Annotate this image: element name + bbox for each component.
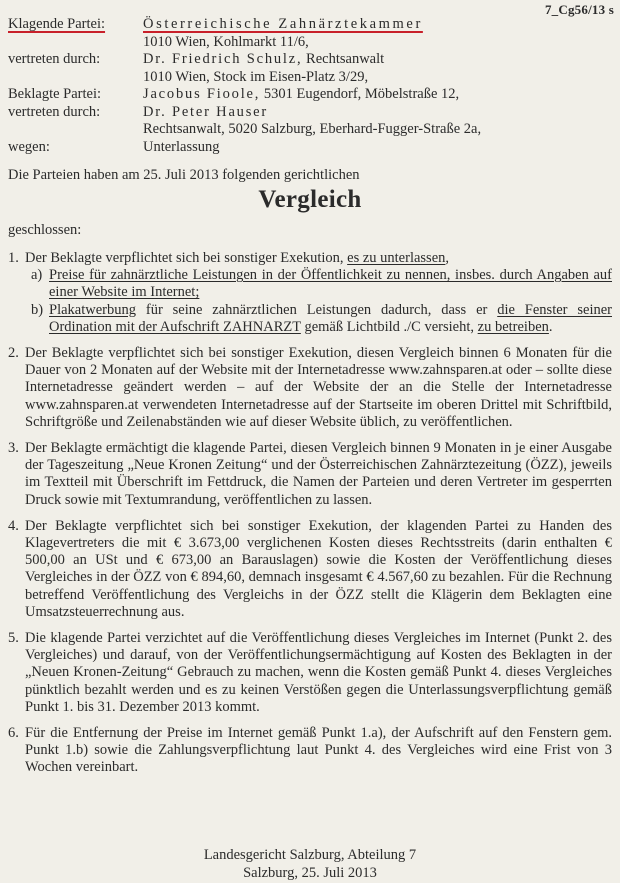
plaintiff-row bbox=[8, 16, 481, 34]
document-title: Vergleich bbox=[258, 186, 362, 213]
plaintiff-label: Klagende Partei: bbox=[8, 16, 106, 32]
parties-block bbox=[8, 16, 481, 156]
clause-5-text: Die klagende Partei verzichtet auf die Veröffentlichung dieses Vergleiches im Internet (Punkt 2. des Vergleiches) und darauf, von der Veröffentlichungsermächtigung auf Kosten des Beklagten in der „Neuen Kronen-Zeitung“ Gebrauch zu machen, wenn die Kosten gemäß Punkt 4. dieses Vergleiches pünktlich bezahlt werden und es zu keinen Verstößen gegen die Unterlassungsverpflichtung gemäß Punkt 1. bis 31. Dezember 2013 kommt. bbox=[25, 630, 612, 715]
defendant-counsel-address: Rechtsanwalt, 5020 Salzburg, Eberhard-Fugger-Straße 2a, bbox=[143, 121, 482, 137]
clause-1b-text: Plakatwerbung für seine zahnärztlichen Leistungen dadurch, dass er die Fenster seiner Ordination mit der Aufschrift ZAHNARZT gemäß Lichtbild ./C versieht, zu betreiben. bbox=[49, 301, 612, 335]
clause-number: 3. bbox=[8, 440, 19, 457]
clause-1-underlined: es zu unterlassen bbox=[347, 250, 446, 266]
defendant-counsel-name: Dr. Peter Hauser bbox=[143, 103, 269, 120]
concluded-text: geschlossen: bbox=[8, 222, 82, 238]
clause-6 bbox=[8, 725, 612, 777]
plaintiff-counsel-label: vertreten durch: bbox=[8, 51, 101, 67]
clause-2-text: Der Beklagte verpflichtet sich bei sonstiger Exekution, diesen Vergleich binnen 6 Monaten für die Dauer von 2 Monaten auf der Website mit der Internetadresse www.zahnsparen.at oder – sollte diese Internetadresse geändert werden – auf der Website der an die Stelle der Internetadresse www.zahnsparen.at verwendeten Internetadresse auf der Startseite im oberen Drittel mit Schriftbild, Schriftgröße und Zeilenabständen wie auf dieser Website üblich, zu veröffentlichen. bbox=[25, 345, 612, 430]
subject-value: Unterlassung bbox=[143, 138, 220, 155]
plaintiff-name: Österreichische Zahnärztekammer bbox=[143, 16, 423, 32]
clause-number: 5. bbox=[8, 630, 19, 647]
defendant-row bbox=[8, 86, 481, 104]
clause-number: 1. bbox=[8, 250, 19, 266]
clause-1a-label: a) bbox=[31, 267, 43, 284]
plaintiff-address: 1010 Wien, Kohlmarkt 11/6, bbox=[143, 33, 309, 50]
plaintiff-counsel-address: 1010 Wien, Stock im Eisen-Platz 3/29, bbox=[143, 68, 369, 85]
plaintiff-address-row bbox=[8, 34, 481, 52]
defendant-label: Beklagte Partei: bbox=[8, 86, 102, 102]
clause-3 bbox=[8, 440, 612, 509]
clause-number: 4. bbox=[8, 517, 19, 534]
clause-3-text: Der Beklagte ermächtigt die klagende Partei, diesen Vergleich binnen 9 Monaten in je einer Ausgabe der Tageszeitung „Neue Kronen Zeitung“ und der Österreichischen Zahnärztezeitung (ÖZZ), jeweils im Textteil mit Überschrift im Fettdruck, die Namen der Parteien und deren Vertreter im gesperrten Druck sowie mit Textumrandung, veröffentlichen zu lassen. bbox=[25, 440, 612, 508]
clause-4 bbox=[8, 518, 612, 621]
plaintiff-counsel-name: Dr. Friedrich Schulz, bbox=[143, 51, 303, 67]
court-name: Landesgericht Salzburg, Abteilung 7 bbox=[203, 847, 417, 863]
defendant-address: 5301 Eugendorf, Möbelstraße 12, bbox=[260, 86, 460, 102]
intro-text: Die Parteien haben am 25. Juli 2013 folgenden gerichtlichen bbox=[8, 167, 360, 183]
subject-label: wegen: bbox=[8, 138, 50, 155]
clause-number: 6. bbox=[8, 725, 19, 742]
defendant-counsel-row bbox=[8, 104, 481, 122]
case-reference: 7_Cg56/13 s bbox=[544, 2, 614, 17]
court-footer bbox=[0, 846, 620, 882]
plaintiff-counsel-role: Rechtsanwalt bbox=[302, 51, 385, 67]
clause-2 bbox=[8, 345, 612, 431]
clause-1a-text: Preise für zahnärztliche Leistungen in der Öffentlichkeit zu nennen, insbes. durch Angaben auf einer Website im Internet; bbox=[49, 267, 612, 301]
clause-1 bbox=[8, 250, 612, 336]
clause-4-text: Der Beklagte verpflichtet sich bei sonstiger Exekution, der klagenden Partei zu Handen des Klagevertreters die mit € 3.673,00 verglichenen Kosten dieses Rechtsstreits (darin enthalten € 500,00 an USt und € 673,00 an Barauslagen) sowie die Kosten der Veröffentlichung dieses Vergleiches in der ÖZZ von € 894,60, demnach insgesamt € 4.567,60 zu bezahlen. Für die Rechnung betreffend Veröffentlichung des Vergleichs in der ÖZZ stellt die Klägerin dem Beklagten eine Umsatzsteuerrechnung aus. bbox=[25, 517, 612, 620]
clause-number: 2. bbox=[8, 345, 19, 362]
defendant-counsel-address-row bbox=[8, 121, 481, 139]
clause-5 bbox=[8, 630, 612, 716]
clause-1a bbox=[25, 267, 612, 301]
plaintiff-counsel-row bbox=[8, 51, 481, 69]
clause-1b-label: b) bbox=[31, 301, 44, 318]
defendant-counsel-label: vertreten durch: bbox=[8, 103, 101, 120]
defendant-name: Jacobus Fioole, bbox=[143, 86, 261, 102]
clause-1b bbox=[25, 302, 612, 336]
court-place-date: Salzburg, 25. Juli 2013 bbox=[243, 865, 377, 881]
clause-1-intro: Der Beklagte verpflichtet sich bei sonstiger Exekution, es zu unterlassen, bbox=[25, 250, 450, 266]
clause-6-text: Für die Entfernung der Preise im Internet gemäß Punkt 1.a), der Aufschrift auf den Fenstern gem. Punkt 1.b) sowie die Zahlungsverpflichtung laut Punkt 4. des Vergleiches wird eine Frist von 3 Wochen vereinbart. bbox=[25, 725, 612, 776]
clauses-list bbox=[8, 250, 612, 786]
plaintiff-counsel-address-row bbox=[8, 69, 481, 87]
subject-row bbox=[8, 139, 481, 157]
